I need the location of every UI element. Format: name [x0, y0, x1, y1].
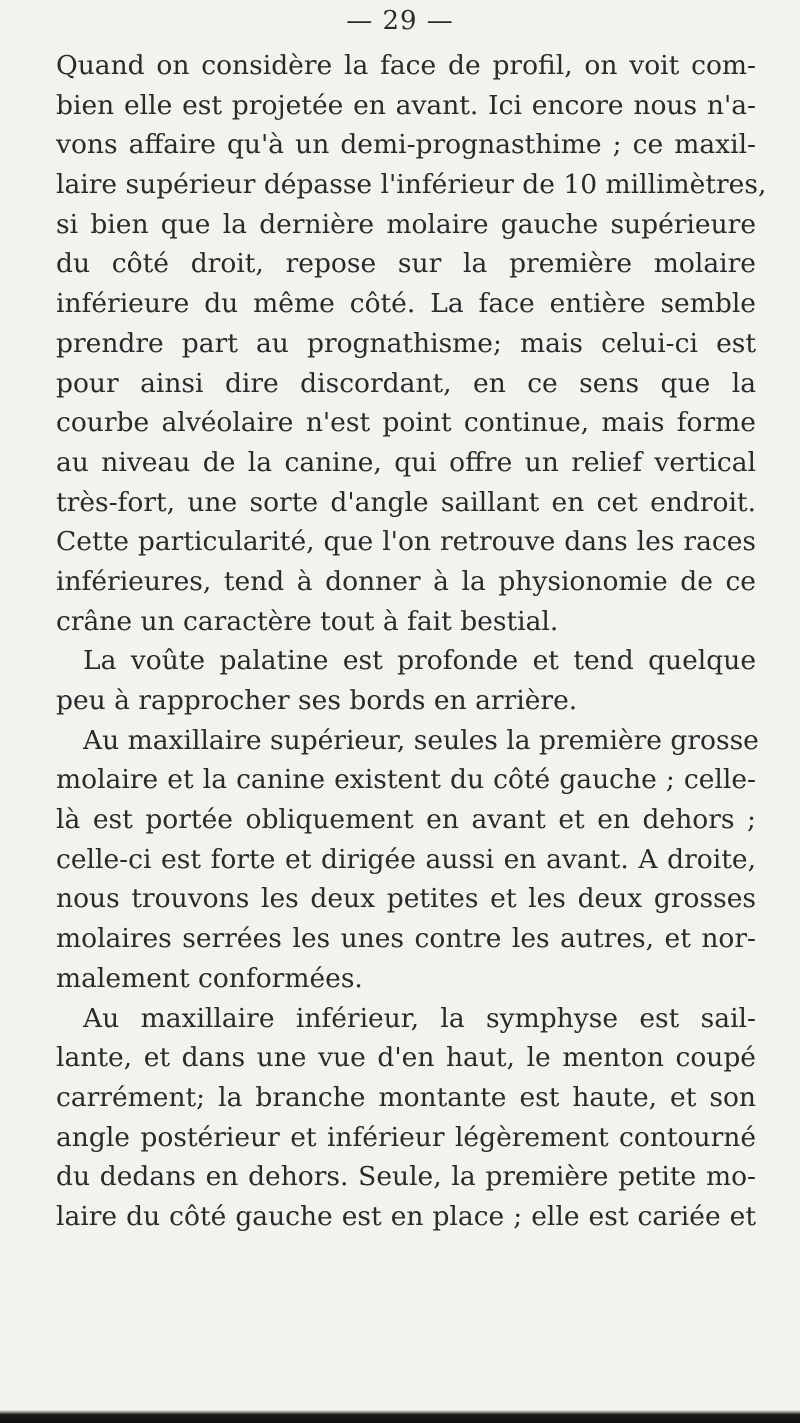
text-line: Au maxillaire inférieur, la symphyse est sail- [83, 1002, 756, 1034]
text-line: celle-ci est forte et dirigée aussi en avant. A droite, [56, 843, 756, 875]
text-line: Cette particularité, que l'on retrouve dans les races [56, 526, 756, 558]
page-bottom-edge [0, 1410, 800, 1423]
text-line: bien elle est projetée en avant. Ici encore nous n'a- [56, 89, 756, 121]
text-line: laire supérieur dépasse l'inférieur de 10 millimètres, [56, 169, 767, 201]
text-line: lante, et dans une vue d'en haut, le menton coupé [56, 1042, 756, 1074]
text-line: malement conformées. [56, 962, 363, 994]
text-line: pour ainsi dire discordant, en ce sens que la [56, 367, 756, 399]
text-line: La voûte palatine est profonde et tend quelque [83, 645, 756, 677]
text-line: au niveau de la canine, qui offre un relief vertical [56, 446, 756, 478]
text-line: si bien que la dernière molaire gauche supérieure [56, 208, 756, 240]
text-line: vons affaire qu'à un demi-prognasthime ; ce maxil- [56, 129, 756, 161]
text-line: laire du côté gauche est en place ; elle est cariée et [56, 1200, 756, 1232]
text-line: prendre part au prognathisme; mais celui-ci est [56, 327, 756, 359]
text-line: molaires serrées les unes contre les autres, et nor- [56, 923, 756, 955]
text-line: angle postérieur et inférieur légèrement contourné [56, 1121, 756, 1153]
text-line: très-fort, une sorte d'angle saillant en cet endroit. [56, 486, 756, 518]
text-line: inférieure du même côté. La face entière semble [56, 288, 756, 320]
page-number: — 29 — [346, 6, 454, 36]
text-line: du côté droit, repose sur la première molaire [56, 248, 756, 280]
page-text-body [56, 46, 767, 1237]
text-line: nous trouvons les deux petites et les deux grosses [56, 883, 756, 915]
text-line: inférieures, tend à donner à la physionomie de ce [56, 565, 756, 597]
text-line: courbe alvéolaire n'est point continue, mais forme [56, 407, 756, 439]
text-line: du dedans en dehors. Seule, la première petite mo- [56, 1161, 756, 1193]
text-line: crâne un caractère tout à fait bestial. [56, 605, 559, 637]
text-line: molaire et la canine existent du côté gauche ; celle- [56, 764, 756, 796]
text-line: Au maxillaire supérieur, seules la première grosse [83, 724, 759, 756]
text-line: là est portée obliquement en avant et en dehors ; [56, 804, 756, 836]
text-line: Quand on considère la face de profil, on voit com- [56, 50, 756, 81]
text-line: peu à rapprocher ses bords en arrière. [56, 685, 578, 716]
text-line: carrément; la branche montante est haute, et son [56, 1081, 756, 1113]
